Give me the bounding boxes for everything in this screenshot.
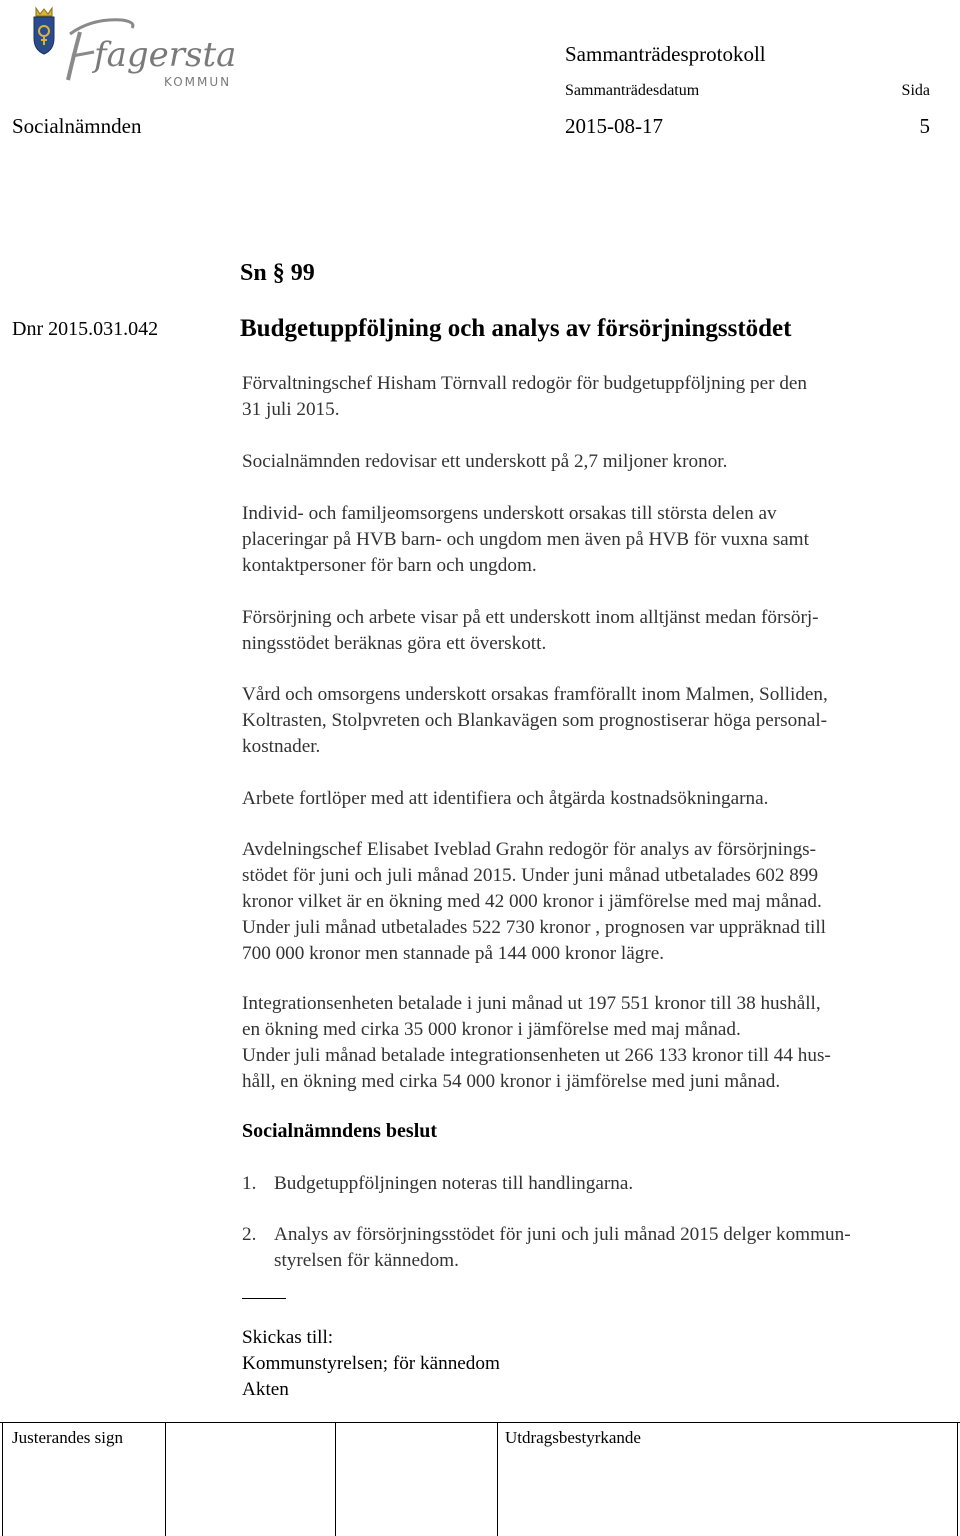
fagersta-kommun-logo bbox=[14, 4, 246, 100]
recipient: Akten bbox=[242, 1379, 289, 1400]
footer-divider bbox=[2, 1423, 3, 1536]
paragraph-6: Arbete fortlöper med att identifiera och åtgärda kostnadsökningarna. bbox=[242, 788, 769, 809]
paragraph-1: Förvaltningschef Hisham Törnvall redogör för budgetuppföljning per den 31 juli 2015. bbox=[242, 373, 808, 420]
page-number: 5 bbox=[919, 114, 930, 138]
coat-of-arms-icon bbox=[14, 4, 246, 100]
separator-line bbox=[242, 1298, 286, 1299]
decision-heading: Socialnämndens beslut bbox=[242, 1120, 438, 1142]
paragraph-7: Avdelningschef Elisabet Iveblad Grahn redogör för analys av försörjnings- stödet för juni och juli månad 2015. Under juni månad utbetalades 602 899 kronor vilket är en ökning med 42 000 kronor i jämförelse med maj månad. Under juli månad utbetalades 522 730 kronor , prognosen var uppräknad till 700 000 kronor men stannade på 144 000 kronor lägre. bbox=[242, 839, 827, 964]
distribution-label: Skickas till: bbox=[242, 1327, 334, 1348]
logo-wordmark: fagersta bbox=[94, 35, 237, 75]
committee-name: Socialnämnden bbox=[12, 114, 142, 138]
distribution-list bbox=[242, 1325, 942, 1403]
footer-rule bbox=[0, 1422, 960, 1423]
footer-divider bbox=[497, 1423, 498, 1536]
diary-number: Dnr 2015.031.042 bbox=[12, 318, 159, 340]
document-type: Sammanträdesprotokoll bbox=[565, 42, 766, 66]
page-label: Sida bbox=[901, 82, 930, 99]
footer-extract-label: Utdragsbestyrkande bbox=[505, 1428, 641, 1447]
footer-divider bbox=[165, 1423, 166, 1536]
footer-divider bbox=[957, 1423, 958, 1536]
footer-sign-label: Justerandes sign bbox=[12, 1428, 123, 1447]
date-label: Sammanträdesdatum bbox=[565, 82, 700, 99]
decision-item-1: 1. Budgetuppföljningen noteras till handlingarna. bbox=[242, 1173, 634, 1194]
decision-item-2: 2. Analys av försörjningsstödet för juni och juli månad 2015 delger kommun- styrelsen för kännedom. bbox=[242, 1224, 851, 1271]
case-title: Budgetuppföljning och analys av försörjningsstödet bbox=[240, 315, 792, 342]
paragraph-3: Individ- och familjeomsorgens underskott orsakas till största delen av placeringar på HVB barn- och ungdom men även på HVB för vuxna samt kontaktpersoner för barn och ungdom. bbox=[242, 503, 809, 576]
paragraph-8: Integrationsenheten betalade i juni månad ut 197 551 kronor till 38 hushåll, en ökning med cirka 35 000 kronor i jämförelse med maj månad. Under juli månad betalade integrationsenheten ut 266 133 kronor till 44 hus- håll, en ökning med cirka 54 000 kronor i jämförelse med juni månad. bbox=[242, 993, 831, 1092]
meeting-date: 2015-08-17 bbox=[565, 114, 663, 138]
paragraph-number: Sn § 99 bbox=[240, 260, 315, 286]
footer-divider bbox=[335, 1423, 336, 1536]
recipient: Kommunstyrelsen; för kännedom bbox=[242, 1353, 500, 1374]
paragraph-4: Försörjning och arbete visar på ett underskott inom alltjänst medan försörj- ningsstödet beräknas göra ett överskott. bbox=[242, 607, 819, 654]
paragraph-5: Vård och omsorgens underskott orsakas framförallt inom Malmen, Solliden, Koltrasten, Stolpvreten och Blankavägen som prognostiserar höga personal- kostnader. bbox=[242, 684, 828, 757]
logo-subtext: KOMMUN bbox=[164, 75, 232, 89]
paragraph-2: Socialnämnden redovisar ett underskott på 2,7 miljoner kronor. bbox=[242, 451, 728, 472]
